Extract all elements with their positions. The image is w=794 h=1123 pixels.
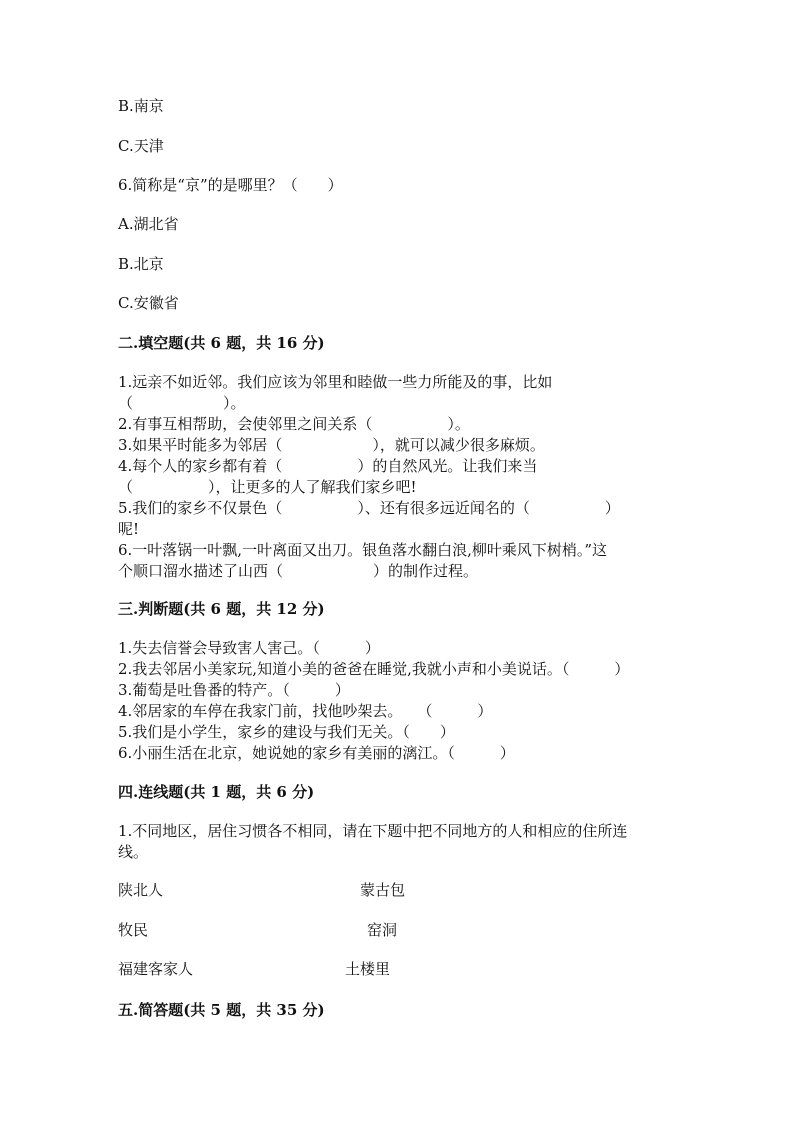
- match-left-item: 牧民: [118, 921, 149, 939]
- judge-line: 3.葡萄是吐鲁番的特产。（ ）: [118, 681, 350, 699]
- matching-stem: 1.不同地区，居住习惯各不相同，请在下题中把不同地方的人和相应的住所连: [118, 822, 628, 840]
- fill-line: 2.有事互相帮助，会使邻里之间关系（ ）。: [118, 415, 470, 433]
- option-b-beijing: B.北京: [118, 255, 164, 273]
- section-2-title: 二.填空题(共 6 题，共 16 分): [118, 334, 325, 352]
- fill-line: 6.一叶落锅一叶飘,一叶离面又出刀。银鱼落水翻白浪,柳叶乘风下树梢。”这: [118, 541, 608, 559]
- match-left-item: 福建客家人: [118, 960, 194, 978]
- judge-line: 1.失去信誉会导致害人害己。（ ）: [118, 639, 380, 657]
- fill-line: 个顺口溜水描述了山西（ ）的制作过程。: [118, 562, 479, 580]
- fill-line: 1.远亲不如近邻。我们应该为邻里和睦做一些力所能及的事，比如: [118, 373, 553, 391]
- match-right-item: 窑洞: [367, 921, 398, 939]
- judge-line: 2.我去邻居小美家玩,知道小美的爸爸在睡觉,我就小声和小美说话。（ ）: [118, 660, 630, 678]
- option-c-anhui: C.安徽省: [118, 294, 179, 312]
- section-4-title: 四.连线题(共 1 题，共 6 分): [118, 783, 315, 801]
- judge-line: 4.邻居家的车停在我家门前，找他吵架去。 （ ）: [118, 702, 493, 720]
- fill-line: 5.我们的家乡不仅景色（ ）、还有很多远近闻名的（ ）: [118, 499, 620, 517]
- fill-line: 呢!: [118, 520, 140, 538]
- match-left-item: 陕北人: [118, 881, 164, 899]
- question-6-stem: 6.简称是“京”的是哪里？（ ）: [118, 176, 343, 194]
- judge-line: 6.小丽生活在北京，她说她的家乡有美丽的漓江。（ ）: [118, 744, 515, 762]
- match-right-item: 土楼里: [345, 960, 391, 978]
- fill-line: （ ）。: [118, 394, 246, 412]
- fill-line: 4.每个人的家乡都有着（ ）的自然风光。让我们来当: [118, 457, 538, 475]
- option-c-tianjin: C.天津: [118, 137, 164, 155]
- matching-stem: 线。: [118, 843, 149, 861]
- option-b-nanjing: B.南京: [118, 97, 164, 115]
- section-5-title: 五.简答题(共 5 题，共 35 分): [118, 1001, 325, 1019]
- fill-line: （ ），让更多的人了解我们家乡吧!: [118, 478, 417, 496]
- option-a-hubei: A.湖北省: [118, 215, 179, 233]
- match-right-item: 蒙古包: [360, 881, 406, 899]
- fill-line: 3.如果平时能多为邻居（ ），就可以减少很多麻烦。: [118, 436, 545, 454]
- section-3-title: 三.判断题(共 6 题，共 12 分): [118, 600, 325, 618]
- judge-line: 5.我们是小学生，家乡的建设与我们无关。（ ）: [118, 723, 455, 741]
